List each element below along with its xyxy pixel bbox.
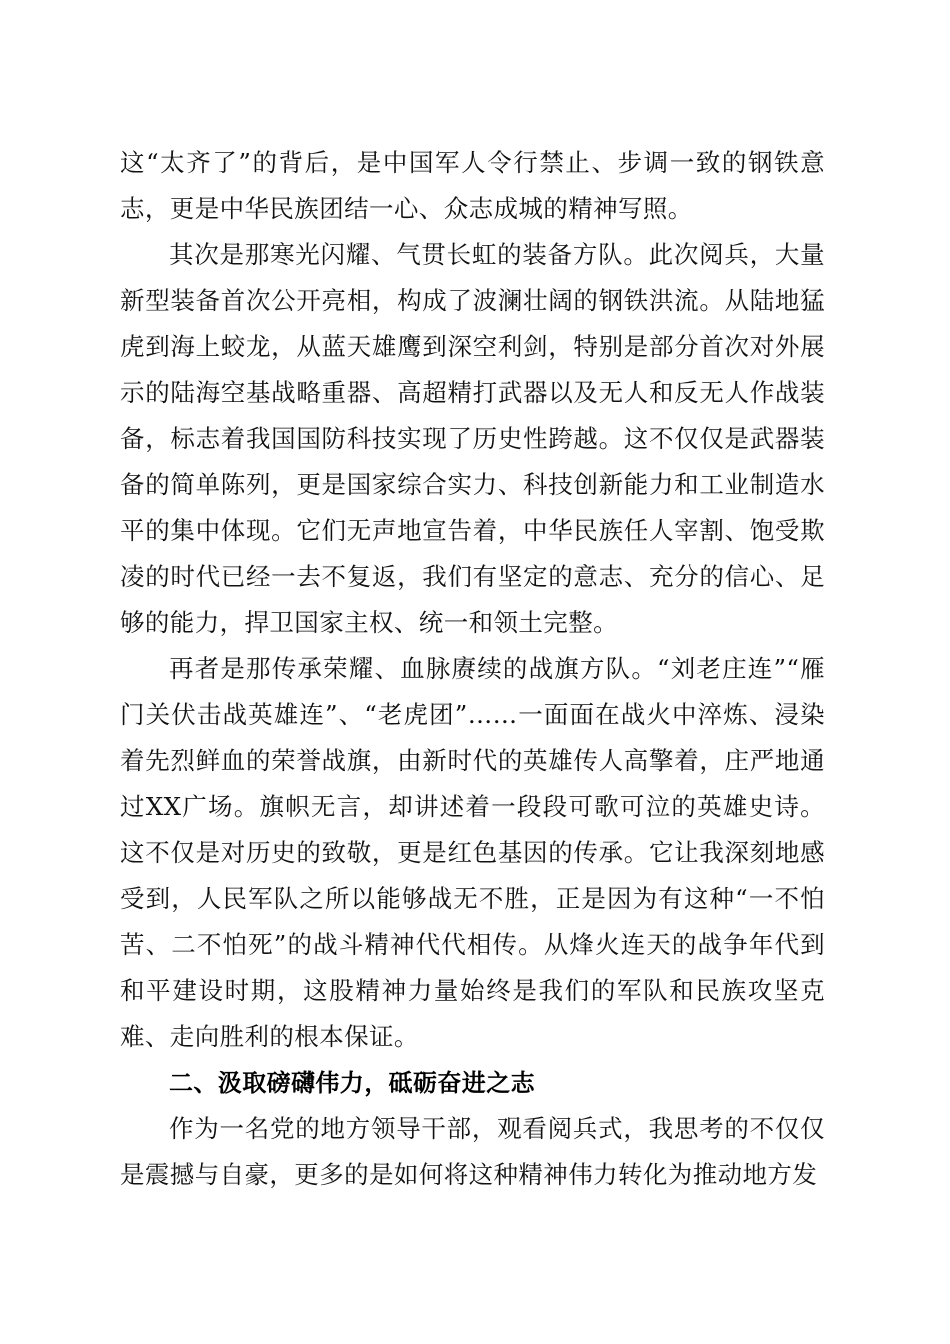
paragraph-equipment-formation: 其次是那寒光闪耀、气贯长虹的装备方队。此次阅兵，大量新型装备首次公开亮相，构成了波澜壮阔的钢铁洪流。从陆地猛虎到海上蛟龙，从蓝天雄鹰到深空利剑，特别是部分首次对外展示的陆海空基战略重器、高超精打武器以及无人和反无人作战装备，标志着我国国防科技实现了历史性跨越。这不仅仅是武器装备的简单陈列，更是国家综合实力、科技创新能力和工业制造水平的集中体现。它们无声地宣告着，中华民族任人宰割、饱受欺凌的时代已经一去不复返，我们有坚定的意志、充分的信心、足够的能力，捍卫国家主权、统一和领土完整。 xyxy=(120,240,825,637)
paragraph-battle-flag-formation: 再者是那传承荣耀、血脉赓续的战旗方队。“刘老庄连”“雁门关伏击战英雄连”、“老虎团”……一面面在战火中淬炼、浸染着先烈鲜血的荣誉战旗，由新时代的英雄传人高擎着，庄严地通过XX广场。旗帜无言，却讲述着一段段可歌可泣的英雄史诗。这不仅是对历史的致敬，更是红色基因的传承。它让我深刻地感受到，人民军队之所以能够战无不胜，正是因为有这种“一不怕苦、二不怕死”的战斗精神代代相传。从烽火连天的战争年代到和平建设时期，这股精神力量始终是我们的军队和民族攻坚克难、走向胜利的根本保证。 xyxy=(120,654,825,1051)
section-heading: 二、汲取磅礴伟力，砥砺奋进之志 xyxy=(169,1069,535,1097)
paragraph-reflection: 作为一名党的地方领导干部，观看阅兵式，我思考的不仅仅是震撼与自豪，更多的是如何将这种精神伟力转化为推动地方发 xyxy=(120,1114,825,1189)
document-body xyxy=(120,140,825,1198)
paragraph-continuation: 这“太齐了”的背后，是中国军人令行禁止、步调一致的钢铁意志，更是中华民族团结一心、众志成城的精神写照。 xyxy=(120,148,825,223)
